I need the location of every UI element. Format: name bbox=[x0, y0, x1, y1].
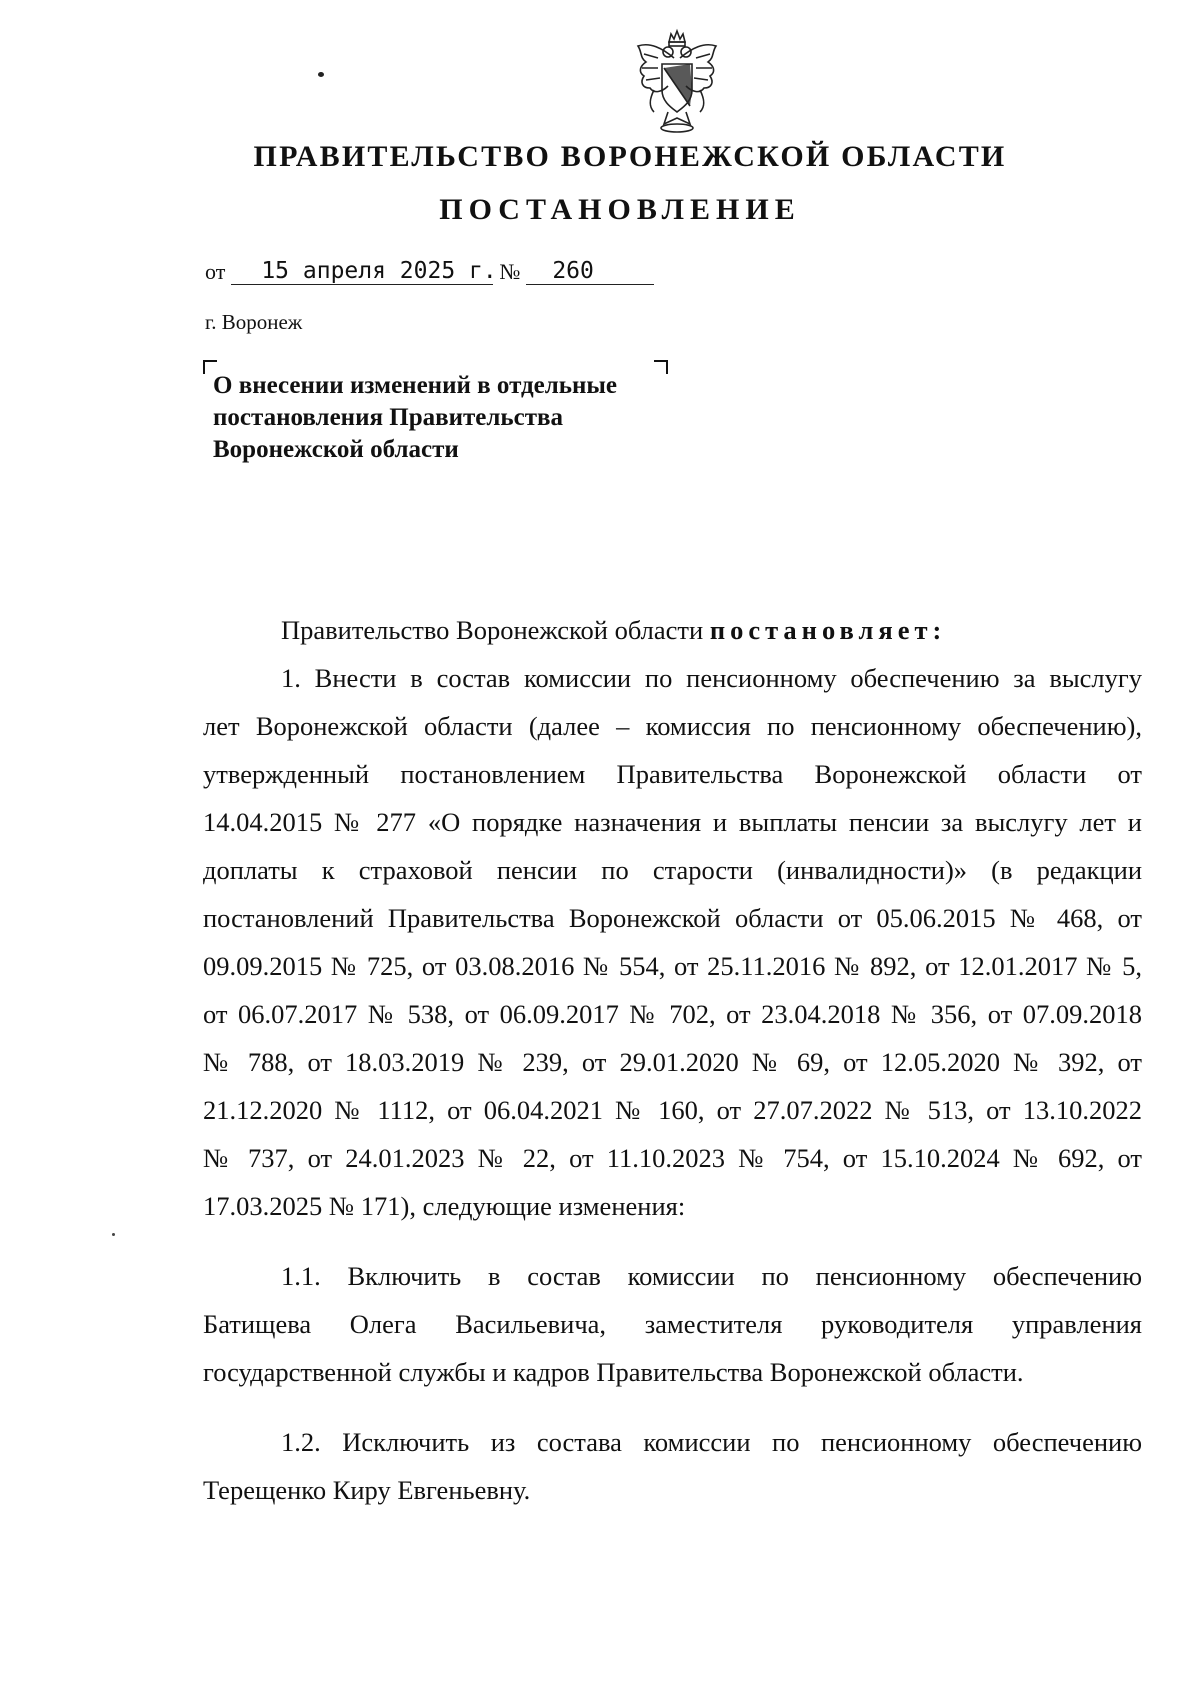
subject-line: Воронежской области bbox=[213, 436, 459, 463]
preamble bbox=[203, 606, 1142, 654]
paragraph-line: Терещенко Киру Евгеньевну. bbox=[203, 1475, 531, 1505]
document-body bbox=[203, 606, 1142, 1514]
paragraph-line: Батищева Олега Васильевича, заместителя руководителя управления bbox=[203, 1309, 1142, 1339]
preamble-text: Правительство Воронежской области bbox=[281, 615, 710, 645]
coat-of-arms-icon bbox=[624, 28, 730, 136]
paragraph-1 bbox=[203, 654, 1142, 1230]
document-number: 260 bbox=[526, 258, 654, 285]
document-subject bbox=[213, 370, 673, 466]
paragraph-line: постановлений Правительства Воронежской области от 05.06.2015 № 468, от bbox=[203, 903, 1142, 933]
paragraph-line: лет Воронежской области (далее – комиссия по пенсионному обеспечению), bbox=[203, 711, 1142, 741]
date-prefix: от bbox=[205, 259, 226, 284]
paragraph-line: 14.04.2015 № 277 «О порядке назначения и выплаты пенсии за выслугу лет и bbox=[203, 807, 1142, 837]
number-prefix: № bbox=[499, 259, 521, 284]
paragraph-line: утвержденный постановлением Правительства Воронежской области от bbox=[203, 759, 1142, 789]
scan-speck bbox=[112, 1233, 115, 1236]
paragraph-1-2 bbox=[203, 1418, 1142, 1514]
paragraph-line: 1.2. Исключить из состава комиссии по пенсионному обеспечению bbox=[281, 1427, 1142, 1457]
scan-speck bbox=[318, 72, 324, 77]
paragraph-line: № 737, от 24.01.2023 № 22, от 11.10.2023 № 754, от 15.10.2024 № 692, от bbox=[203, 1143, 1142, 1173]
issuing-authority: ПРАВИТЕЛЬСТВО ВОРОНЕЖСКОЙ ОБЛАСТИ bbox=[253, 140, 1007, 173]
paragraph-line: 1. Внести в состав комиссии по пенсионному обеспечению за выслугу bbox=[281, 663, 1142, 693]
paragraph-line: 1.1. Включить в состав комиссии по пенсионному обеспечению bbox=[281, 1261, 1142, 1291]
paragraph-line: государственной службы и кадров Правительства Воронежской области. bbox=[203, 1357, 1024, 1387]
date-number-line bbox=[205, 258, 654, 285]
paragraph-line: 21.12.2020 № 1112, от 06.04.2021 № 160, от 27.07.2022 № 513, от 13.10.2022 bbox=[203, 1095, 1142, 1125]
subject-line: постановления Правительства bbox=[213, 404, 563, 431]
document-date: 15 апреля 2025 г. bbox=[231, 258, 493, 285]
document-type: ПОСТАНОВЛЕНИЕ bbox=[439, 193, 801, 226]
preamble-verb: постановляет: bbox=[709, 615, 947, 645]
paragraph-line: доплаты к страховой пенсии по старости (инвалидности)» (в редакции bbox=[203, 855, 1142, 885]
paragraph-line: 09.09.2015 № 725, от 03.08.2016 № 554, от 25.11.2016 № 892, от 12.01.2017 № 5, bbox=[203, 951, 1142, 981]
paragraph-line: № 788, от 18.03.2019 № 239, от 29.01.2020 № 69, от 12.05.2020 № 392, от bbox=[203, 1047, 1142, 1077]
paragraph-1-1 bbox=[203, 1252, 1142, 1396]
city: г. Воронеж bbox=[205, 310, 303, 334]
paragraph-line: от 06.07.2017 № 538, от 06.09.2017 № 702, от 23.04.2018 № 356, от 07.09.2018 bbox=[203, 999, 1142, 1029]
subject-line: О внесении изменений в отдельные bbox=[213, 372, 618, 399]
paragraph-line: 17.03.2025 № 171), следующие изменения: bbox=[203, 1191, 686, 1221]
